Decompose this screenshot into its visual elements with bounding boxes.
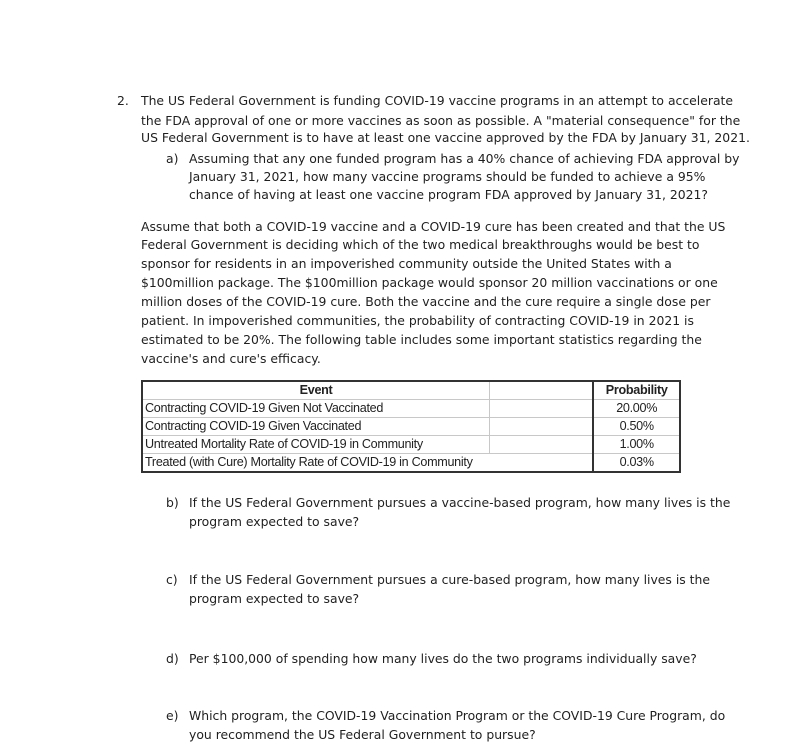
spacer-cell — [490, 436, 594, 454]
spacer-cell — [490, 400, 594, 418]
part-a-label: a) — [166, 151, 179, 166]
table-row — [142, 418, 680, 436]
intro-line: the FDA approval of one or more vaccines as soon as possible. A "material consequence" for the — [141, 113, 741, 128]
header-probability: Probability — [593, 381, 680, 400]
table-row — [142, 400, 680, 418]
table-row — [142, 436, 680, 454]
paragraph-line: sponsor for residents in an impoverished community outside the United States with a — [141, 256, 672, 271]
intro-line: The US Federal Government is funding COVID-19 vaccine programs in an attempt to accelerate — [141, 93, 734, 108]
probability-cell: 1.00% — [593, 436, 680, 454]
part-b-line: program expected to save? — [189, 514, 360, 529]
part-d-label: d) — [166, 651, 179, 666]
probability-cell: 0.03% — [593, 454, 680, 473]
part-c-line: If the US Federal Government pursues a cure-based program, how many lives is the — [189, 572, 710, 587]
paragraph-line: $100million package. The $100million package would sponsor 20 million vaccinations or one — [141, 275, 718, 290]
header-spacer — [490, 381, 594, 400]
part-e-line: Which program, the COVID-19 Vaccination Program or the COVID-19 Cure Program, do — [189, 708, 726, 723]
paragraph-line: estimated to be 20%. The following table includes some important statistics regarding the — [141, 332, 702, 347]
part-a-line: January 31, 2021, how many vaccine programs should be funded to achieve a 95% — [189, 169, 706, 184]
probability-cell: 20.00% — [593, 400, 680, 418]
part-a-line: chance of having at least one vaccine program FDA approved by January 31, 2021? — [189, 187, 708, 202]
table-header-row — [142, 381, 680, 400]
part-a-line: Assuming that any one funded program has a 40% chance of achieving FDA approval by — [189, 151, 740, 166]
part-c-line: program expected to save? — [189, 591, 360, 606]
table-row — [142, 454, 680, 473]
paragraph-line: Federal Government is deciding which of the two medical breakthroughs would be best to — [141, 237, 700, 252]
header-event: Event — [142, 381, 490, 400]
question-number: 2. — [117, 93, 129, 108]
event-cell: Untreated Mortality Rate of COVID-19 in Community — [142, 436, 490, 454]
paragraph-line: vaccine's and cure's efficacy. — [141, 351, 321, 366]
part-b-line: If the US Federal Government pursues a vaccine-based program, how many lives is the — [189, 495, 731, 510]
paragraph-line: patient. In impoverished communities, the probability of contracting COVID-19 in 2021 is — [141, 313, 694, 328]
part-b-label: b) — [166, 495, 179, 510]
part-e-line: you recommend the US Federal Government to pursue? — [189, 727, 536, 742]
event-cell: Contracting COVID-19 Given Not Vaccinated — [142, 400, 490, 418]
part-c-label: c) — [166, 572, 178, 587]
event-cell: Treated (with Cure) Mortality Rate of COVID-19 in Community — [142, 454, 593, 473]
probability-cell: 0.50% — [593, 418, 680, 436]
paragraph-line: Assume that both a COVID-19 vaccine and a COVID-19 cure has been created and that the US — [141, 219, 726, 234]
paragraph-line: million doses of the COVID-19 cure. Both the vaccine and the cure require a single dose per — [141, 294, 711, 309]
part-e-label: e) — [166, 708, 179, 723]
spacer-cell — [490, 418, 594, 436]
event-cell: Contracting COVID-19 Given Vaccinated — [142, 418, 490, 436]
part-d-line: Per $100,000 of spending how many lives do the two programs individually save? — [189, 651, 697, 666]
intro-line: US Federal Government is to have at least one vaccine approved by the FDA by January 31, 2021. — [141, 130, 750, 145]
statistics-table — [141, 380, 681, 473]
